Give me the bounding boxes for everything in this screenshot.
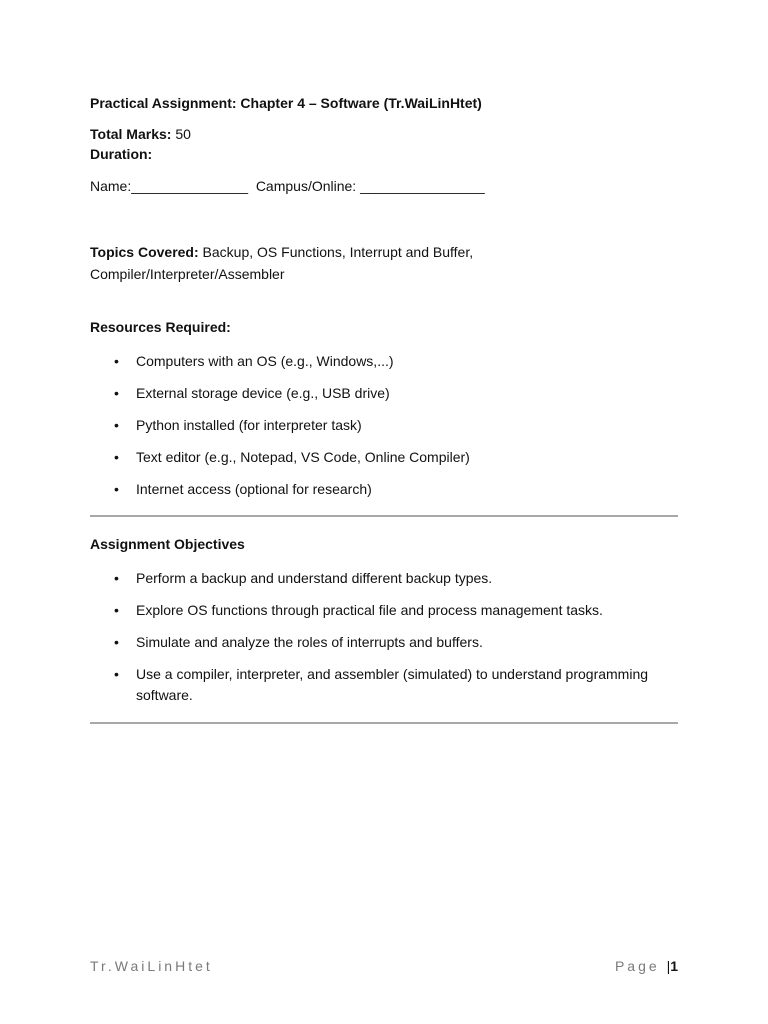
duration-label: Duration:: [90, 146, 153, 162]
list-item: [90, 383, 680, 404]
resource-item: Computers with an OS (e.g., Windows,...): [136, 353, 394, 369]
bullet-icon: •: [114, 353, 119, 369]
total-marks-line: [90, 124, 680, 144]
resources-heading: Resources Required:: [90, 319, 231, 335]
list-item: [90, 479, 680, 500]
list-item: [90, 664, 680, 706]
list-item: [90, 447, 680, 468]
resource-item: Internet access (optional for research): [136, 481, 372, 497]
footer-page-number: [615, 958, 678, 974]
name-label: Name:_______________: [90, 178, 249, 194]
section-divider: [90, 722, 678, 724]
bullet-icon: •: [114, 385, 119, 401]
campus-label: Campus/Online: ________________: [255, 178, 485, 194]
bullet-icon: •: [114, 634, 119, 650]
resources-list: [90, 351, 680, 500]
objective-item: Use a compiler, interpreter, and assembler (simulated) to understand programming software.: [136, 666, 649, 703]
list-item: [90, 632, 680, 653]
topics-label: Topics Covered:: [90, 244, 199, 260]
name-campus-line: [90, 176, 680, 196]
objective-item: Perform a backup and understand different backup types.: [136, 570, 493, 586]
page-title: Practical Assignment: Chapter 4 – Software (Tr.WaiLinHtet): [90, 95, 482, 111]
objective-item: Simulate and analyze the roles of interrupts and buffers.: [136, 634, 483, 650]
bullet-icon: •: [114, 602, 119, 618]
topics-value: Backup, OS Functions, Interrupt and Buffer, Compiler/Interpreter/Assembler: [90, 244, 474, 282]
topics-covered: [90, 241, 510, 285]
page-label: Page: [614, 958, 660, 974]
section-divider: [90, 515, 678, 517]
resource-item: Python installed (for interpreter task): [136, 417, 362, 433]
page-number: 1: [670, 958, 678, 974]
resource-item: External storage device (e.g., USB drive): [136, 385, 390, 401]
list-item: [90, 600, 680, 621]
total-marks-label: Total Marks:: [90, 126, 172, 142]
bullet-icon: •: [114, 481, 119, 497]
bullet-icon: •: [114, 666, 119, 682]
total-marks-value: 50: [171, 126, 191, 142]
objectives-list: [90, 568, 680, 706]
objective-item: Explore OS functions through practical file and process management tasks.: [136, 602, 603, 618]
duration-line: [90, 144, 680, 164]
bullet-icon: •: [114, 570, 119, 586]
footer-author: Tr.WaiLinHtet: [90, 958, 213, 974]
objectives-heading: Assignment Objectives: [90, 536, 245, 552]
bullet-icon: •: [114, 449, 119, 465]
list-item: [90, 568, 680, 589]
bullet-icon: •: [114, 417, 119, 433]
list-item: [90, 351, 680, 372]
document-body: [90, 94, 680, 724]
page-separator: |: [666, 958, 671, 974]
list-item: [90, 415, 680, 436]
resource-item: Text editor (e.g., Notepad, VS Code, Online Compiler): [136, 449, 470, 465]
